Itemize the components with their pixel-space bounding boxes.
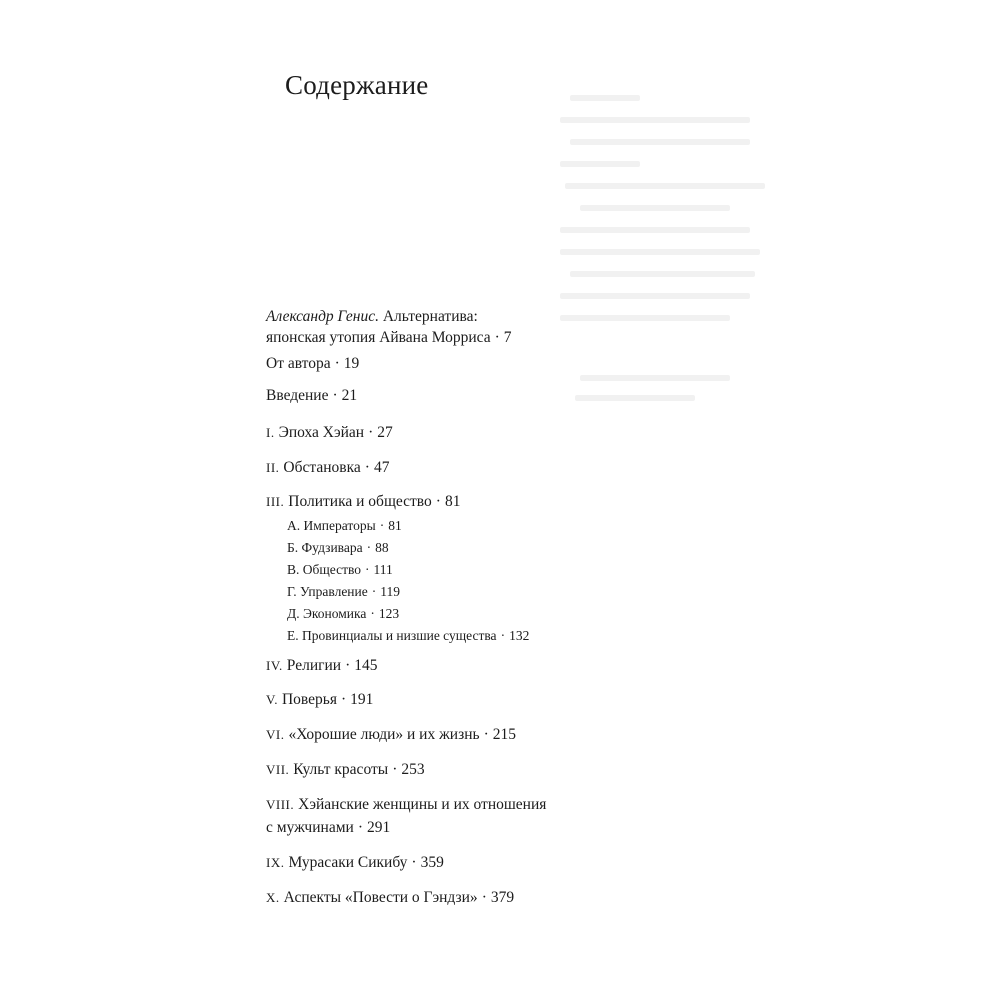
separator-dot: · <box>370 606 375 621</box>
page-number: 132 <box>509 628 530 643</box>
page-number: 111 <box>373 562 393 577</box>
separator-dot: · <box>481 889 487 906</box>
separator-dot: · <box>332 387 338 404</box>
toc-subentry-3d[interactable] <box>287 604 399 624</box>
entry-title: Экономика <box>302 606 367 621</box>
chapter-number: IX. <box>266 855 285 870</box>
separator-dot: · <box>345 657 351 674</box>
page-number: 88 <box>375 540 389 555</box>
page-number: 359 <box>420 854 444 871</box>
page-number: 253 <box>401 761 425 778</box>
entry-title: Общество <box>302 562 362 577</box>
entry-title: Введение <box>266 387 329 404</box>
entry-title: Эпоха Хэйан <box>278 424 365 441</box>
entry-title: Религии <box>286 657 342 674</box>
separator-dot: · <box>379 518 385 533</box>
separator-dot: · <box>371 584 377 599</box>
separator-dot: · <box>366 540 372 555</box>
chapter-number: V. <box>266 692 278 707</box>
chapter-number: I. <box>266 425 275 440</box>
section-letter: А. <box>287 518 301 533</box>
toc-subentry-3b[interactable] <box>287 538 389 558</box>
separator-dot: · <box>365 562 370 577</box>
separator-dot: · <box>334 355 340 372</box>
section-letter: Д. <box>287 606 300 621</box>
toc-subentry-3g[interactable] <box>287 582 400 602</box>
separator-dot: · <box>435 493 441 510</box>
toc-entry-foreword-cont[interactable] <box>266 327 512 348</box>
toc-entry-foreword[interactable] <box>266 306 478 327</box>
toc-subentry-3v[interactable] <box>287 560 393 580</box>
entry-title: Обстановка <box>283 459 361 476</box>
entry-title: Аспекты «Повести о Гэндзи» <box>283 889 478 906</box>
entry-title: От автора <box>266 355 331 372</box>
section-letter: Г. <box>287 584 297 599</box>
separator-dot: · <box>364 459 370 476</box>
toc-entry-chapter-3[interactable] <box>266 491 460 512</box>
page-number: 291 <box>366 819 391 836</box>
page-number: 119 <box>380 584 401 599</box>
toc-subentry-3a[interactable] <box>287 516 402 536</box>
entry-title-line1: Хэйанские женщины и их отношения <box>298 796 547 813</box>
separator-dot: · <box>340 691 347 708</box>
toc-entry-chapter-4[interactable] <box>266 655 378 676</box>
chapter-number: VI. <box>266 727 285 742</box>
section-letter: Е. <box>287 628 299 643</box>
page-title: Содержание <box>285 70 429 100</box>
entry-title-line2: с мужчинами <box>266 819 354 836</box>
separator-dot: · <box>411 854 417 871</box>
page-number: 81 <box>388 518 402 533</box>
toc-subentry-3e[interactable] <box>287 626 529 646</box>
page-number: 81 <box>444 493 461 510</box>
toc-entry-chapter-10[interactable] <box>266 887 514 908</box>
page-number: 19 <box>343 355 360 372</box>
section-letter: В. <box>287 562 300 577</box>
chapter-number: IV. <box>266 658 283 673</box>
toc-entry-from-author[interactable] <box>266 353 359 374</box>
separator-dot: · <box>392 761 398 778</box>
foreword-title-line2: японская утопия Айвана Морриса <box>266 329 491 346</box>
entry-title: Культ красоты <box>293 761 389 778</box>
toc-entry-chapter-2[interactable] <box>266 457 389 478</box>
chapter-number: II. <box>266 460 280 475</box>
page-number: 7 <box>503 329 512 346</box>
separator-dot: · <box>368 424 374 441</box>
toc-entry-chapter-9[interactable] <box>266 852 444 873</box>
entry-title: «Хорошие люди» и их жизнь <box>288 726 480 743</box>
chapter-number: X. <box>266 890 280 905</box>
entry-title: Императоры <box>303 518 376 533</box>
page-number: 47 <box>373 459 390 476</box>
entry-title: Поверья <box>281 691 337 708</box>
toc-entry-introduction[interactable] <box>266 385 357 406</box>
foreword-author: Александр Генис. <box>266 308 379 325</box>
section-letter: Б. <box>287 540 299 555</box>
chapter-number: VIII. <box>266 797 295 812</box>
separator-dot: · <box>500 628 506 643</box>
page-number: 21 <box>341 387 358 404</box>
toc-entry-chapter-1[interactable] <box>266 422 393 443</box>
toc-entry-chapter-5[interactable] <box>266 689 373 710</box>
toc-entry-chapter-7[interactable] <box>266 759 425 780</box>
toc-entry-chapter-8-cont[interactable] <box>266 817 390 838</box>
entry-title: Политика и общество <box>288 493 432 510</box>
toc-entry-chapter-8[interactable] <box>266 794 546 815</box>
page-number: 27 <box>377 424 393 441</box>
chapter-number: III. <box>266 494 285 509</box>
show-through-texture <box>560 95 860 435</box>
page-number: 145 <box>354 657 378 674</box>
page-number: 215 <box>492 726 517 743</box>
separator-dot: · <box>494 329 500 346</box>
chapter-number: VII. <box>266 762 290 777</box>
entry-title: Фудзивара <box>301 540 363 555</box>
foreword-title-line1: Альтернатива: <box>382 308 478 325</box>
toc-entry-chapter-6[interactable] <box>266 724 516 745</box>
entry-title: Мурасаки Сикибу <box>288 854 408 871</box>
entry-title: Провинциалы и низшие существа <box>302 628 497 643</box>
entry-title: Управление <box>300 584 368 599</box>
separator-dot: · <box>483 726 489 743</box>
page-number: 379 <box>490 889 515 906</box>
page-number: 123 <box>378 606 400 621</box>
page-number: 191 <box>350 691 374 708</box>
separator-dot: · <box>357 819 363 836</box>
